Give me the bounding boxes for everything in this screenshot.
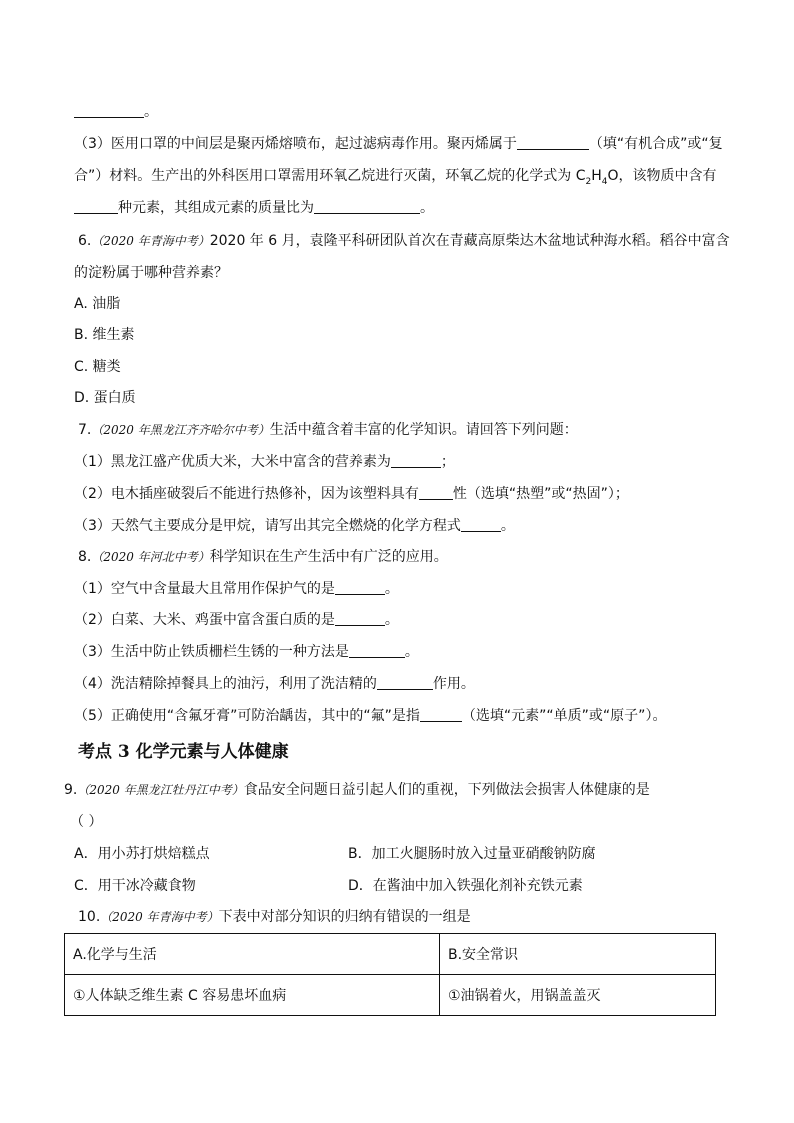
answer-blank[interactable] xyxy=(391,453,441,468)
q8-part1: （1）空气中含量最大且常用作保护气的是 。 xyxy=(74,581,399,597)
answer-blank[interactable] xyxy=(335,611,385,626)
q5-part3-line3: 种元素，其组成元素的质量比为 。 xyxy=(74,198,434,218)
answer-blank[interactable] xyxy=(419,485,453,500)
q7-part1: （1）黑龙江盛产优质大米，大米中富含的营养素为 ； xyxy=(74,454,455,470)
q5-continuation: 。 xyxy=(74,102,158,122)
q8-stem: 8.（2020 年河北中考）科学知识在生产生活中有广泛的应用。 xyxy=(78,549,448,565)
q9-option-b[interactable]: B．加工火腿肠时放入过量亚硝酸钠防腐 xyxy=(348,846,596,862)
q9-option-c[interactable]: C．用干冰冷藏食物 xyxy=(74,878,196,894)
q6-option-b[interactable]: B. 维生素 xyxy=(74,327,135,343)
q6-option-a[interactable]: A. 油脂 xyxy=(74,296,121,312)
answer-blank[interactable] xyxy=(517,135,589,150)
q8-part2: （2）白菜、大米、鸡蛋中富含蛋白质的是 。 xyxy=(74,612,399,628)
answer-blank[interactable] xyxy=(74,199,118,214)
question-source: （2020 年黑龙江齐齐哈尔中考） xyxy=(91,423,270,437)
answer-blank[interactable] xyxy=(335,580,385,595)
question-source: （2020 年青海中考） xyxy=(100,910,219,924)
q6-option-c[interactable]: C. 糖类 xyxy=(74,359,121,375)
q9-option-d[interactable]: D．在酱油中加入铁强化剂补充铁元素 xyxy=(348,878,583,894)
q5-part3-line2: 合”）材料。生产出的外科医用口罩需用环氧乙烷进行灭菌，环氧乙烷的化学式为 $C_2H_4O$，该物质中含有 xyxy=(74,168,717,187)
question-source: （2020 年黑龙江牡丹江中考） xyxy=(77,783,244,797)
answer-blank[interactable] xyxy=(420,707,462,722)
answer-blank[interactable] xyxy=(74,103,144,118)
table-cell-a1: ①人体缺乏维生素 C 容易患坏血病 xyxy=(65,975,440,1016)
table-cell-b1: ①油锅着火，用锅盖盖灭 xyxy=(440,975,716,1016)
q8-part5: （5）正确使用“含氟牙膏”可防治龋齿，其中的“氟”是指 （选填“元素”“单质”或“原子”）。 xyxy=(74,708,667,724)
q8-part3: （3）生活中防止铁质栅栏生锈的一种方法是 。 xyxy=(74,644,419,660)
table-cell-head-a: A.化学与生活 xyxy=(65,934,440,975)
q7-part3: （3）天然气主要成分是甲烷，请写出其完全燃烧的化学方程式 。 xyxy=(74,518,515,534)
q6-option-d[interactable]: D. 蛋白质 xyxy=(74,390,136,406)
q6-stem-line2: 的淀粉属于哪种营养素？ xyxy=(74,265,228,281)
q9-stem: 9.（2020 年黑龙江牡丹江中考）食品安全问题日益引起人们的重视，下列做法会损害人体健康的是 xyxy=(64,782,650,798)
q10-stem: 10.（2020 年青海中考）下表中对部分知识的归纳有错误的一组是 xyxy=(78,909,471,925)
question-source: （2020 年青海中考） xyxy=(91,234,210,248)
q5-part3-line1: （3）医用口罩的中间层是聚丙烯熔喷布，起过滤病毒作用。聚丙烯属于 （填“有机合成”或“复 xyxy=(74,136,723,152)
q7-part2: （2）电木插座破裂后不能进行热修补，因为该塑料具有 性（选填“热塑”或“热固”）； xyxy=(74,486,629,502)
answer-blank[interactable] xyxy=(461,517,501,532)
q7-stem: 7.（2020 年黑龙江齐齐哈尔中考）生活中蕴含着丰富的化学知识。请回答下列问题： xyxy=(78,422,578,438)
answer-blank[interactable] xyxy=(349,643,405,658)
table-cell-head-b: B.安全常识 xyxy=(440,934,716,975)
answer-paren[interactable]: （ ） xyxy=(70,814,103,830)
q8-part4: （4）洗洁精除掉餐具上的油污，利用了洗洁精的 作用。 xyxy=(74,676,475,692)
knowledge-table xyxy=(64,933,716,1016)
answer-blank[interactable] xyxy=(377,675,433,690)
question-source: （2020 年河北中考） xyxy=(91,550,210,564)
q9-option-a[interactable]: A．用小苏打烘焙糕点 xyxy=(74,846,210,862)
table-row xyxy=(65,934,716,975)
table-row xyxy=(65,975,716,1016)
section-heading: 考点 3 化学元素与人体健康 xyxy=(78,742,289,762)
answer-blank[interactable] xyxy=(314,199,420,214)
q6-stem-line1: 6.（2020 年青海中考）2020 年 6 月，袁隆平科研团队首次在青藏高原柴达木盆地试种海水稻。稻谷中富含 xyxy=(78,233,730,249)
